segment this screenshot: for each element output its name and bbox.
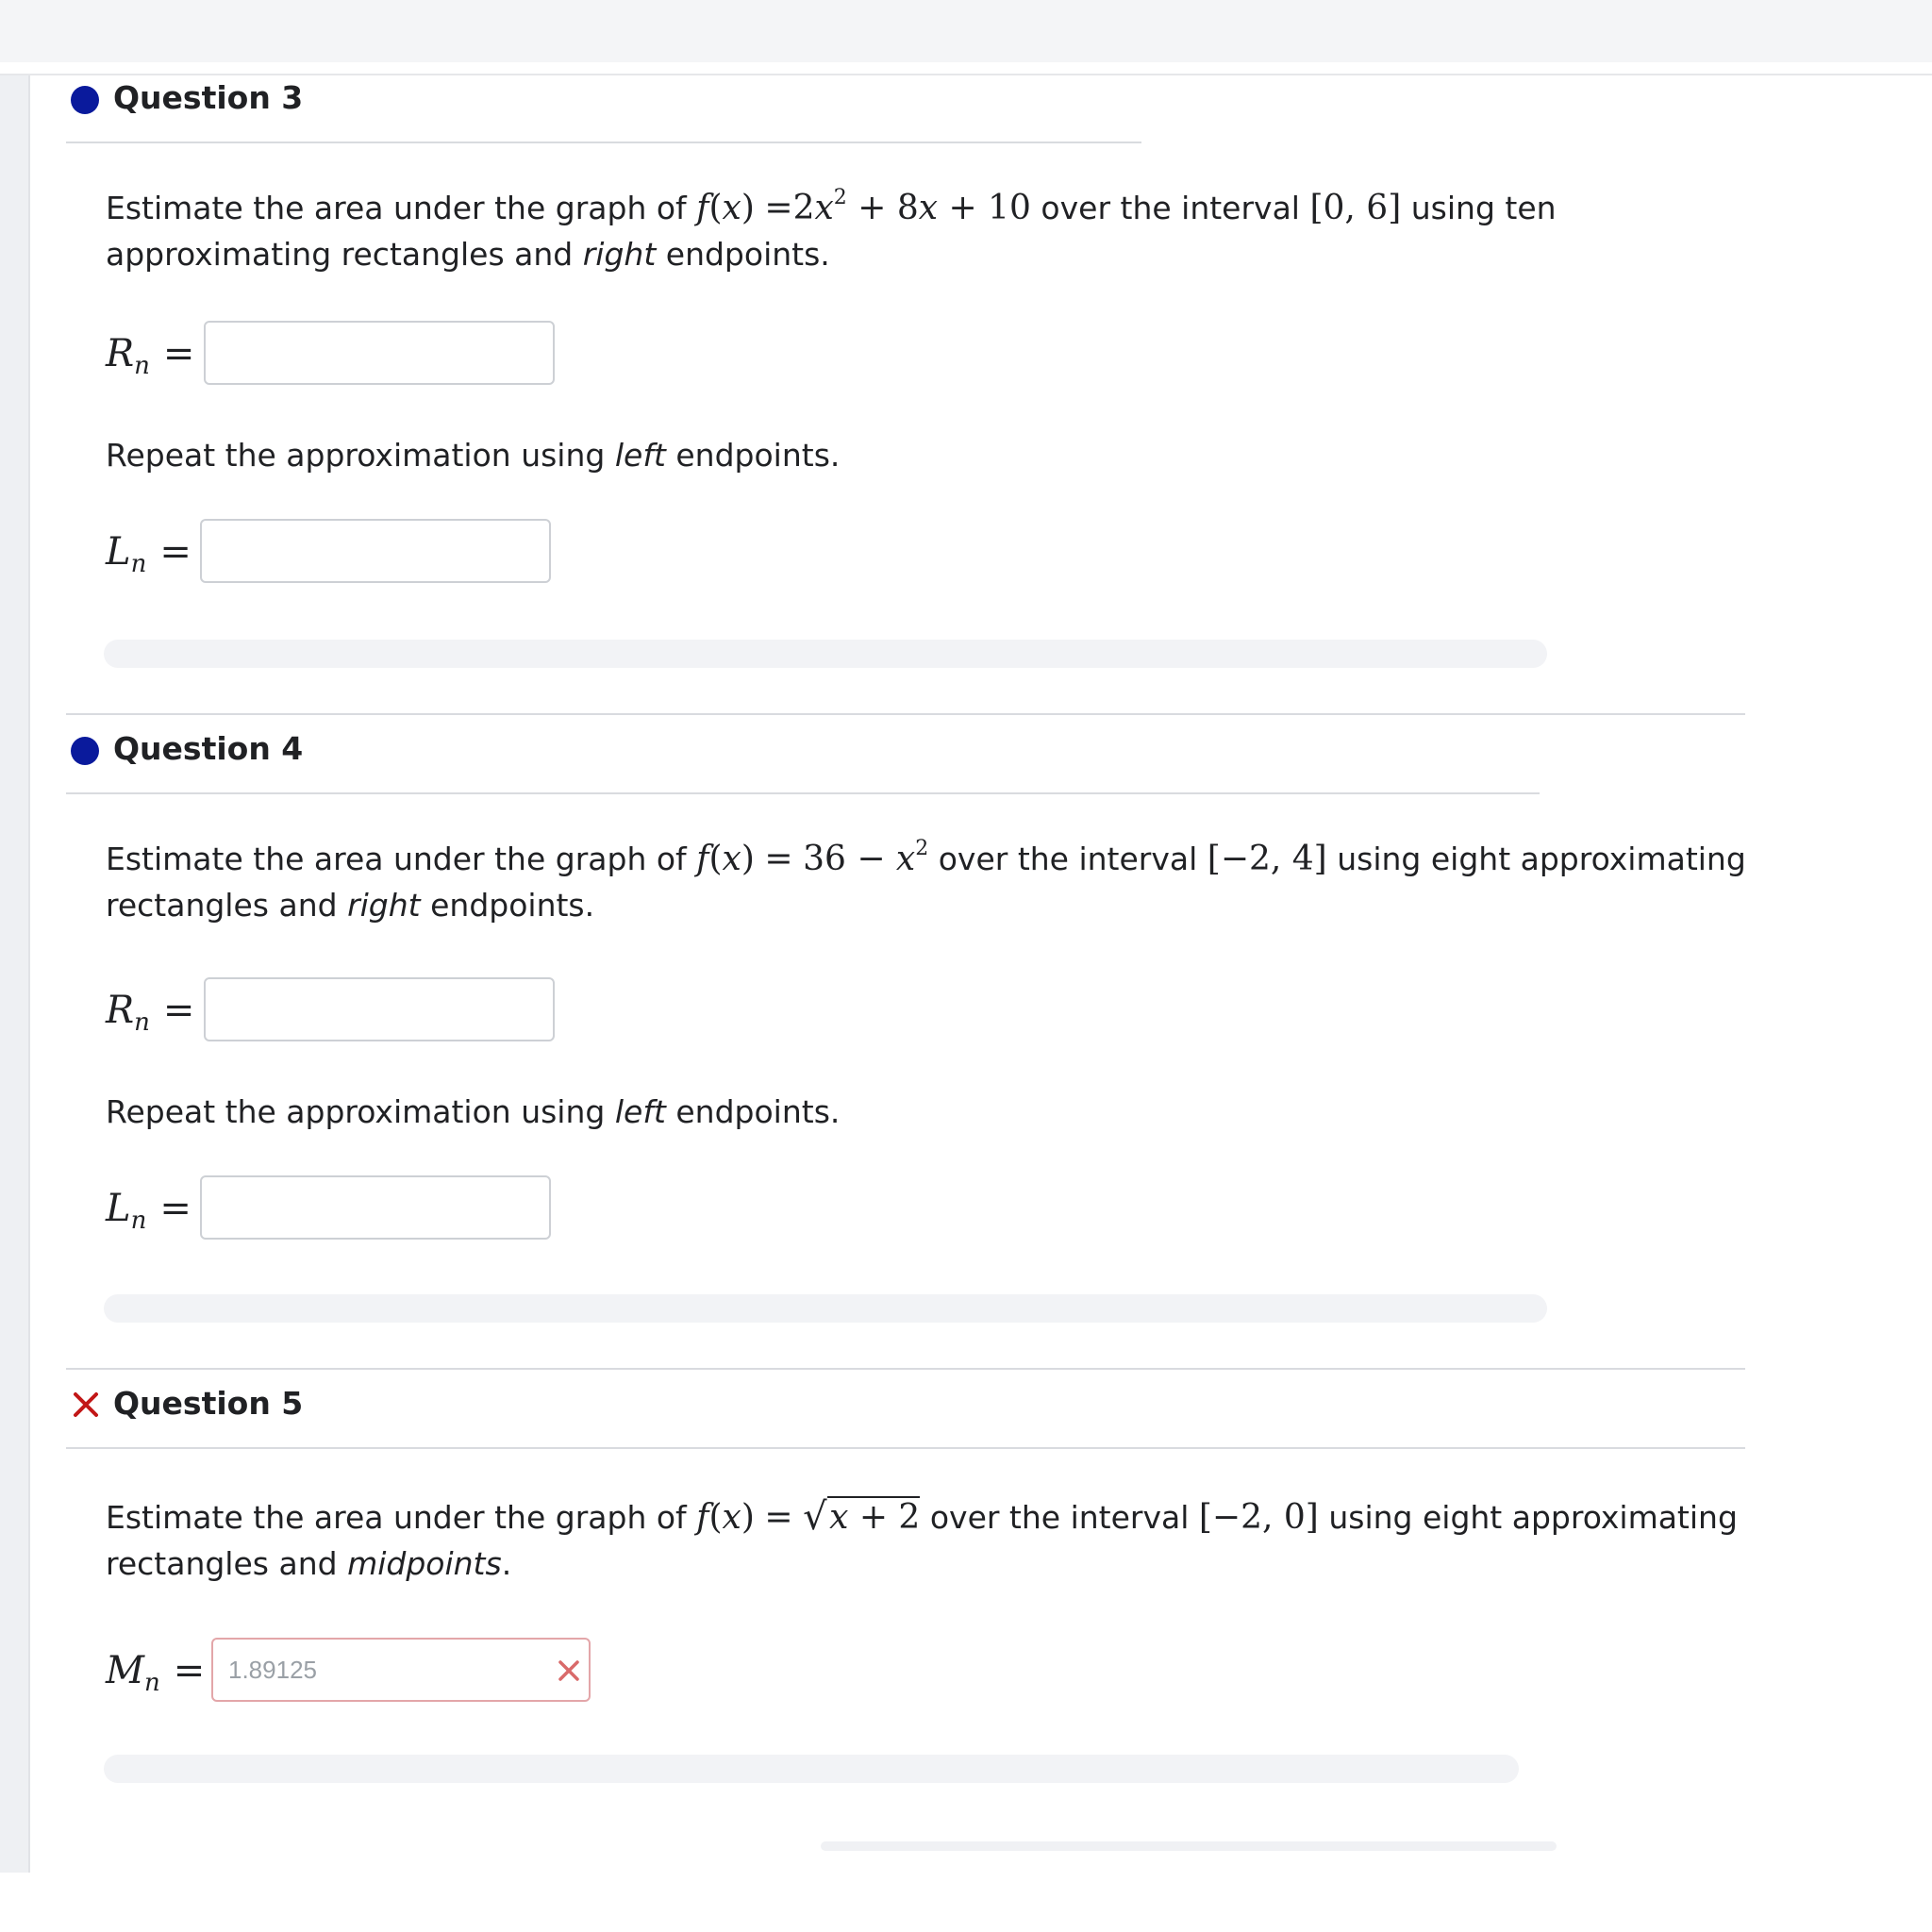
filled-circle-icon bbox=[71, 86, 99, 114]
question-4 bbox=[66, 713, 1745, 1370]
ln-answer-input[interactable] bbox=[200, 519, 551, 583]
question-header bbox=[66, 62, 1141, 143]
question-prompt: Estimate the area under the graph of f(x) = √ x + 2 over the interval [−2, 0] using eight approximating rectangles and midpoints. bbox=[106, 1495, 1738, 1582]
faded-hint-line bbox=[104, 1294, 1547, 1323]
mn-answer-input[interactable] bbox=[211, 1638, 591, 1702]
question-header bbox=[66, 713, 1540, 794]
answer-label: $L_n$ = bbox=[106, 530, 192, 578]
answer-label: $L_n$ = bbox=[106, 1187, 192, 1235]
filled-circle-icon bbox=[71, 737, 99, 765]
question-prompt: Estimate the area under the graph of $f(x) =2x^2 + 8x + 10$ over the interval [0, 6] using ten approximating rectangles and right endpoints. bbox=[106, 186, 1557, 273]
question-header bbox=[66, 1368, 1745, 1449]
repeat-prompt: Repeat the approximation using left endpoints. bbox=[106, 437, 841, 474]
faded-hint-line bbox=[104, 1755, 1519, 1783]
left-scroll-rail[interactable] bbox=[0, 75, 30, 1873]
question-3 bbox=[66, 62, 1745, 713]
rn-answer-input[interactable] bbox=[204, 321, 555, 385]
x-mark-icon bbox=[70, 1389, 102, 1421]
answer-label: $R_n$ = bbox=[106, 332, 195, 380]
bottom-fade bbox=[821, 1841, 1557, 1851]
top-toolbar-strip bbox=[0, 0, 1932, 62]
answer-label: $M_n$ = bbox=[106, 1649, 206, 1697]
answer-label: $R_n$ = bbox=[106, 989, 195, 1037]
question-5 bbox=[66, 1368, 1745, 1868]
incorrect-x-icon bbox=[557, 1658, 581, 1683]
question-title: Question 4 bbox=[113, 730, 304, 767]
faded-hint-line bbox=[104, 640, 1547, 668]
ln-answer-input[interactable] bbox=[200, 1175, 551, 1240]
question-title: Question 5 bbox=[113, 1385, 304, 1422]
repeat-prompt: Repeat the approximation using left endpoints. bbox=[106, 1093, 841, 1130]
question-title: Question 3 bbox=[113, 79, 304, 116]
rn-answer-input[interactable] bbox=[204, 977, 555, 1041]
question-prompt: Estimate the area under the graph of $f(x) = 36 - x^2$ over the interval [−2, 4] using eight approximating rectangles and right endpoints. bbox=[106, 837, 1746, 924]
